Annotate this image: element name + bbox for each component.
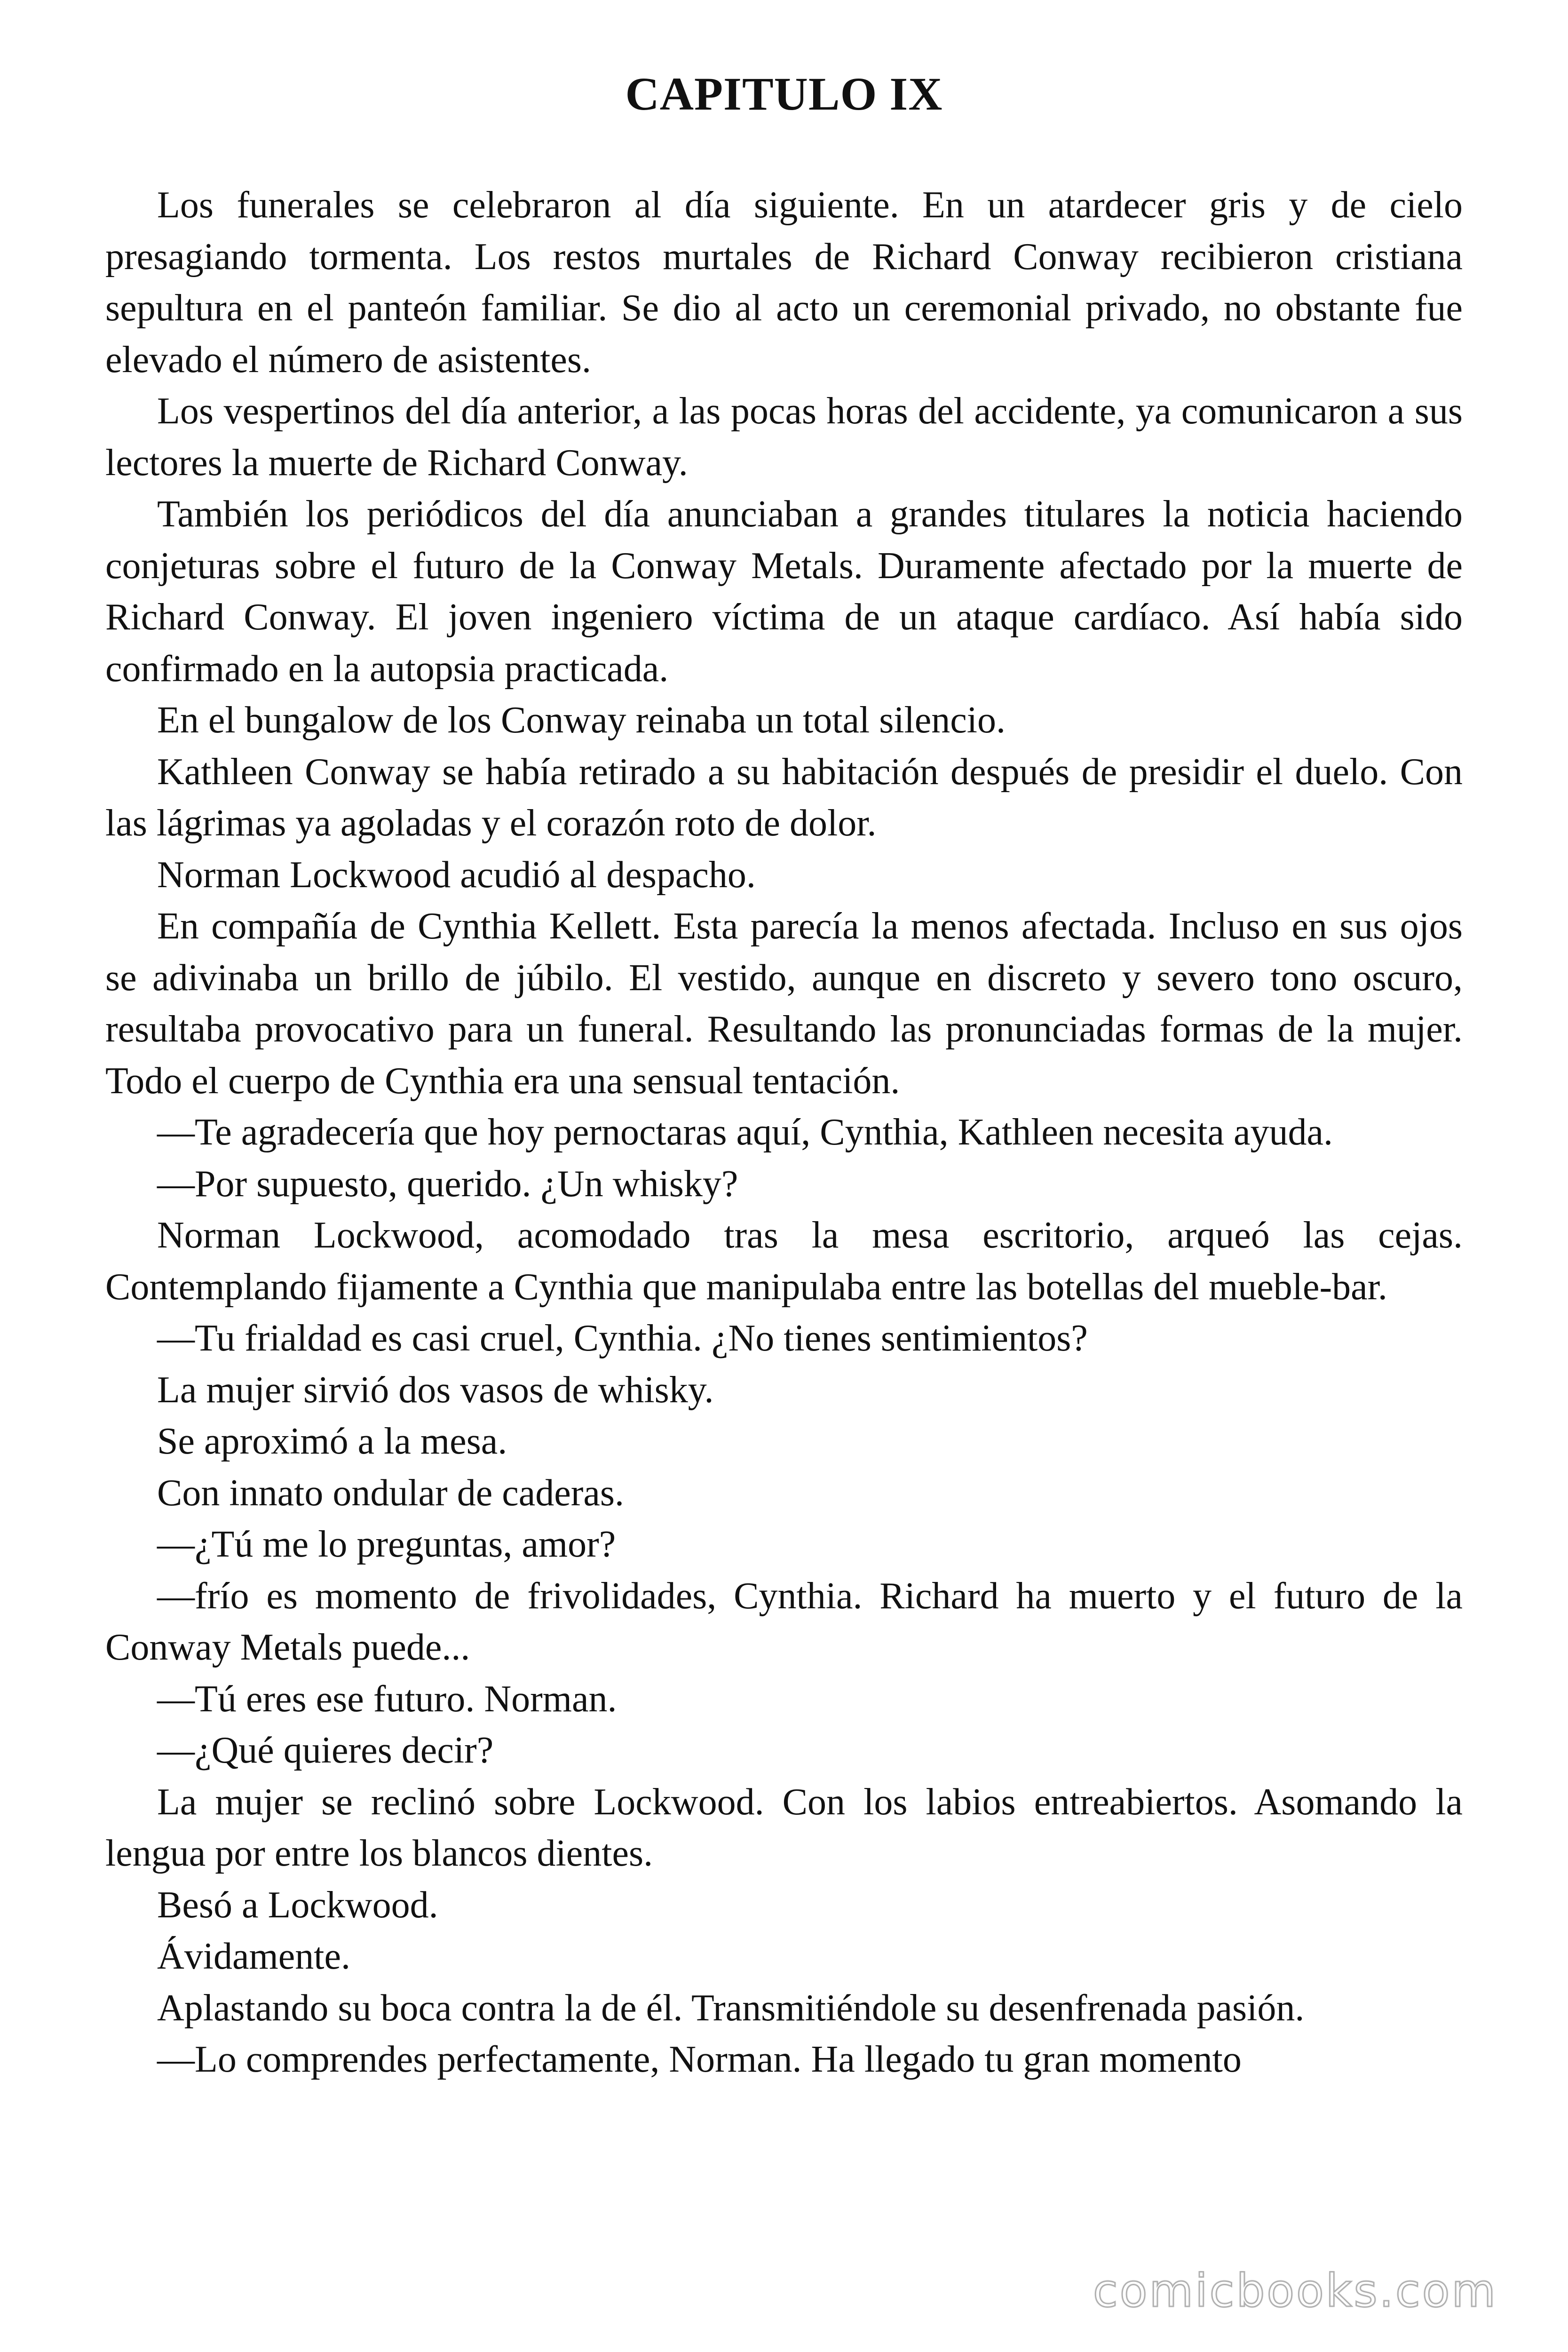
dialogue-line: —Lo comprendes perfectamente, Norman. Ha llegado tu gran momento (157, 2039, 1242, 2080)
paragraph: En el bungalow de los Conway reinaba un total silencio. (157, 699, 1006, 741)
paragraph: Los funerales se celebraron al día siguiente. En un atardecer gris y de cielo presagiando tormenta. Los restos murtales de Richard Conway recibieron cristiana sepultura en el panteón familiar. Se dio al acto un ceremonial privado, no obstante fue elevado el número de asistentes. (105, 184, 1463, 381)
dialogue-line: —Por supuesto, querido. ¿Un whisky? (157, 1163, 738, 1205)
dialogue-line: —Tu frialdad es casi cruel, Cynthia. ¿No tienes sentimientos? (157, 1318, 1088, 1359)
watermark: comicbooks.com (1093, 2265, 1497, 2317)
paragraph: Kathleen Conway se había retirado a su habitación después de presidir el duelo. Con las lágrimas ya agoladas y el corazón roto de dolor. (105, 751, 1463, 844)
paragraph: También los periódicos del día anunciaban a grandes titulares la noticia haciendo conjeturas sobre el futuro de la Conway Metals. Duramente afectado por la muerte de Richard Conway. El joven ingeniero víctima de un ataque cardíaco. Así había sido confirmado en la autopsia practicada. (105, 493, 1463, 690)
paragraph: La mujer se reclinó sobre Lockwood. Con los labios entreabiertos. Asomando la lengua por entre los blancos dientes. (105, 1781, 1463, 1874)
chapter-body (105, 180, 1463, 2086)
paragraph: Norman Lockwood, acomodado tras la mesa escritorio, arqueó las cejas. Contemplando fijamente a Cynthia que manipulaba entre las botellas del mueble-bar. (105, 1215, 1463, 1308)
paragraph: Ávidamente. (157, 1936, 350, 1977)
dialogue-line: —Te agradecería que hoy pernoctaras aquí, Cynthia, Kathleen necesita ayuda. (157, 1112, 1333, 1153)
paragraph: La mujer sirvió dos vasos de whisky. (157, 1369, 714, 1411)
dialogue-line: —¿Tú me lo preguntas, amor? (157, 1524, 616, 1565)
dialogue-line: —frío es momento de frivolidades, Cynthia. Richard ha muerto y el futuro de la Conway Metals puede... (105, 1575, 1463, 1668)
dialogue-line: —¿Qué quieres decir? (157, 1730, 494, 1771)
paragraph: Besó a Lockwood. (157, 1884, 438, 1926)
paragraph: Se aproximó a la mesa. (157, 1421, 507, 1462)
paragraph: Norman Lockwood acudió al despacho. (157, 854, 756, 896)
dialogue-line: —Tú eres ese futuro. Norman. (157, 1678, 617, 1720)
paragraph: Aplastando su boca contra la de él. Transmitiéndole su desenfrenada pasión. (157, 1987, 1305, 2029)
paragraph: Los vespertinos del día anterior, a las pocas horas del accidente, ya comunicaron a sus lectores la muerte de Richard Conway. (105, 390, 1463, 484)
chapter-title: CAPITULO IX (625, 68, 943, 120)
paragraph: En compañía de Cynthia Kellett. Esta parecía la menos afectada. Incluso en sus ojos se adivinaba un brillo de júbilo. El vestido, aunque en discreto y severo tono oscuro, resultaba provocativo para un funeral. Resultando las pronunciadas formas de la mujer. Todo el cuerpo de Cynthia era una sensual tentación. (105, 906, 1463, 1102)
paragraph: Con innato ondular de caderas. (157, 1472, 625, 1514)
